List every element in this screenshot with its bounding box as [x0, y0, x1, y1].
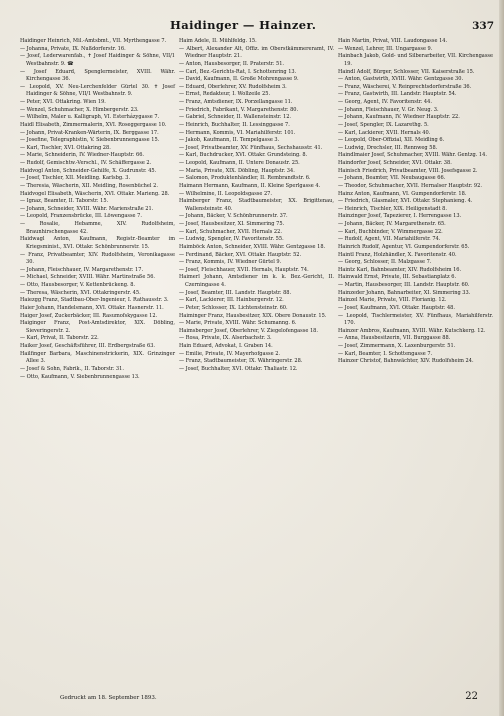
directory-entry: — Theresia, Wäscherin, XII. Meidling, Rosenbüchel 2. [20, 182, 158, 189]
directory-entry: Hainzinger Josef, Tapezierer, I. Herrengasse 13. [338, 213, 462, 220]
directory-entry: — Rudolf, Agent, VII. Mariahilferstr. 74. [338, 236, 441, 243]
directory-entry: — Wilhelm, Maler u. Kalligraph, VI. Esterházygasse 7. [20, 114, 160, 121]
directory-entry: — Michael, Schneider, XVIII. Währ. Martinstraße 56. [20, 274, 156, 281]
directory-entry: Haimberger Franz, Stadtbaumeister, XX. Brigittenau, Wallensteinstr. 40. [179, 198, 334, 212]
directory-entry: — Wenzel, Lehrer, III. Ungargasse 9. [338, 45, 433, 52]
directory-entry: Hainzeder Johann, Bahnarbeiter, XI. Simmering 33. [338, 289, 471, 296]
directory-entry: — Rudolf, Gemischtw.-Verschl., IV. Schäffergasse 2. [20, 160, 152, 166]
page-number: 337 [472, 20, 494, 32]
directory-entry: Haiminger Franz, Hausbesitzer, XIX. Obere Donaustr. 15. [179, 312, 327, 319]
directory-entry: — Ferdinand, Bäcker, XVI. Ottakr. Hauptstr. 52. [179, 251, 302, 258]
column-left [20, 38, 175, 381]
directory-entry: — Leopold, Franzensbrücke, III. Löwengasse 7. [20, 213, 142, 220]
directory-entry: — Franz, Amtsdiener, IX. Porzellangasse 11. [179, 99, 293, 105]
directory-entry: — Otto, Hausbesorger, V. Kettenbrückeng. 8. [20, 282, 136, 288]
directory-entry: Haintz Karl, Bahnbeamter, XIV. Rudolfsheim 16. [338, 266, 462, 273]
directory-entry: — Friedrich, Glasmaler, XVI. Ottakr. Stephanieng. 4. [338, 198, 473, 205]
directory-entry: — Martin, Hausbesorger, III. Landstr. Hauptstr. 60. [338, 282, 470, 288]
directory-entry: — Albert, Alexander Alt, Offiz. im Oberstkämmereramt, IV. Wiedner Hauptstr. 21. [179, 45, 334, 60]
directory-entry: — Peter, Schlosser, IX. Lichtensteinstr. 60. [179, 304, 288, 311]
running-title: Haidinger — Hainzer. [170, 18, 317, 32]
directory-entry: Haiezgg Franz, Stadtbau-Ober-Ingenieur, I. Rathausstr. 3. [20, 297, 169, 304]
directory-entry: Haidl Elisabeth, Zimmermalerin, XVI. Roseggergasse 10. [20, 121, 167, 128]
directory-entry: — Josef, Hausbesitzer, XI. Simmering 75. [179, 221, 285, 227]
directory-entry: — Marie, Private, XVIII. Währ. Schumanng. 6. [179, 320, 297, 327]
directory-entry: Hainisch Friedrich, Privatbeamter, VIII. Josefsgasse 2. [338, 167, 478, 174]
directory-entry: Haindlmaier Josef, Schuhmacher, XVIII. Währ. Gentzg. 14. [338, 152, 487, 159]
directory-entry: Haidinger Heinrich, Mil.-Amtsbmt., VII. Myrthengasse 7. [20, 38, 167, 44]
directory-entry: — Josef & Sohn, Fabrik., II. Taborstr. 31. [20, 365, 124, 372]
directory-entry: — Theodor, Schuhmacher, XVII. Hernalser Hauptstr. 92. [338, 182, 482, 189]
directory-entry: — Jakob, Kaufmann, II. Tempelgasse 3. [179, 137, 280, 144]
directory-entry: Haiker Josef, Geschäftsführer, III. Erdbergstraße 63. [20, 343, 156, 349]
directory-entry: — Franz, Gastwirth, III. Landstr. Hauptstr. 54. [338, 91, 457, 98]
directory-entry: — Josefine, Telegraphistin, V. Siebenbrunnengasse 15. [20, 137, 160, 144]
directory-entry: — Georg, Schlosser, II. Malzgasse 7. [338, 259, 432, 266]
directory-entry: Hain Martin, Privat, VIII. Laudongasse 14. [338, 38, 448, 44]
directory-entry: — Carl, Bez.-Gerichts-Rat, I. Schottenring 13. [179, 68, 297, 75]
column-middle [179, 38, 334, 381]
directory-columns [20, 38, 494, 381]
page-header [20, 18, 494, 34]
directory-entry: Haimböck Anton, Schneider, XVIII. Währ. Gentzgasse 18. [179, 243, 326, 250]
directory-entry: — Otto, Kaufmann, V. Siebenbrunnengasse 13. [20, 373, 140, 380]
directory-entry: — Josef, Lederwarenfab., ✝ Josef Haidinger & Söhne, VII/1 Westbahnstr. 9. ☎ [20, 53, 175, 67]
directory-entry: — Ignaz, Beamter, II. Taborstr. 15. [20, 198, 109, 205]
directory-entry: — Wenzel, Schuhmacher, X. Himbergerstr. 23. [20, 106, 139, 113]
directory-entry: — Josef, Zimmermann, X. Laxenburgerstr. 51. [338, 343, 456, 349]
directory-entry: — Franz, Privatbeamter, XIV. Rudolfsheim, Veronikagasse 30. [20, 251, 175, 266]
directory-entry: — Hermann, Kommis, VI. Mariahilferstr. 101. [179, 129, 296, 136]
directory-entry: — Johann, Privat-Kranken-Wärterin, IX. Berggasse 17. [20, 129, 159, 136]
print-date-note: Gedruckt am 18. September 1893. [60, 695, 157, 701]
book-spine-shadow [499, 0, 504, 716]
directory-entry: Haidvogl Anton, Schneider-Gehilfe, X. Gudrunstr. 45. [20, 167, 157, 174]
directory-entry: Hainwald Ernst, Private, III. Sebastianplatz 6. [338, 274, 457, 281]
directory-entry: — Josef, Tischler, XII. Meidling. Karlsbg. 3. [20, 175, 131, 182]
directory-entry: Haindl Adolf, Bürger, Schlosser, VII. Kaiserstraße 15. [338, 68, 475, 75]
directory-entry: — Karl, Privat, II. Taborstr. 22. [20, 335, 99, 342]
directory-entry: Haimann Hermann, Kaufmann, II. Kleine Sperlgasse 4. [179, 182, 321, 189]
directory-entry: — Leopold, Tischlermeister, XV. Fünfhaus, Mariahilferstr. 170. [338, 312, 493, 327]
directory-entry: — Eduard, Oberlehrer, XV. Rudolfsheim 3. [179, 83, 287, 90]
directory-entry: — Franz, Kommis, IV. Wiedner Gürtel 9. [179, 259, 282, 266]
directory-entry: — Johann, Bäcker, IV. Margarethenstr. 65. [338, 221, 446, 227]
directory-entry: — Emilie, Private, IV. Mayerhofgasse 2. [179, 350, 281, 357]
directory-entry: — Johann, Fleischhauer, V. Gr. Neug. 3. [338, 106, 439, 113]
directory-entry: Haiger Josef, Zuckerbäcker, III. Rasumofskygasse 12. [20, 312, 158, 319]
directory-entry: Hainzer Ambros, Kaufmann, XVIII. Währ. Kutschkerg. 12. [338, 327, 486, 334]
directory-entry: — Friedrich, Fabrikant, V. Margarethenstr. 80. [179, 106, 299, 113]
directory-entry: Hainbach Jakob, Gold- und Silberarbeiter, VII. Kirchengasse 19. [338, 53, 493, 67]
directory-entry: — Gabriel, Schneider, II. Wallensteinstr. 12. [179, 114, 292, 121]
directory-entry: — Leopold, Ober-Offizial, XII. Meidling 6. [338, 137, 445, 144]
directory-entry: — Karl, Beamter, I. Schottengasse 7. [338, 350, 433, 357]
directory-entry: — Georg, Agent, IV. Favoritenstr. 44. [338, 99, 432, 105]
directory-entry: — Josef, Beamter, III. Landstr. Hauptstr. 88. [179, 289, 292, 296]
directory-entry: — Leopold, Kaufmann, II. Untere Donaustr. 25. [179, 160, 300, 166]
directory-entry: — Karl, Lackierer, III. Hainburgerstr. 12. [179, 297, 284, 304]
column-right [338, 38, 493, 381]
directory-entry: — Johann, Bäcker, V. Schönbrunnerstr. 37. [179, 213, 288, 220]
directory-entry: — Josef, Fleischhauer, XVII. Hernals, Hauptstr. 74. [179, 266, 309, 273]
directory-entry: — Maria, Private, XIX. Döbling, Hauptstr. 34. [179, 167, 295, 174]
directory-entry: Haimsberger Josef, Oberlehrer, V. Ziegelofengasse 18. [179, 327, 318, 334]
directory-entry: — Salomon, Produktenhändler, II. Rembrandtstr. 6. [179, 175, 311, 182]
directory-entry: — Heinrich, Buchhalter, II. Lessinggasse 7. [179, 121, 290, 128]
directory-entry: — Leopold, XV. Neu-Lerchenfelder Gürtel 30. ✝ Josef Haidinger & Söhne, VII/1 Westbahnstr. 9. [20, 83, 175, 98]
directory-entry: — Theresa, Wäscherin, XVI. Ottakringerstr. 45. [20, 289, 141, 296]
directory-entry: Hainzer Christof, Bahnwächter, XIV. Rudolfsheim 24. [338, 358, 474, 365]
directory-entry: Hainz Anton, Kaufmann, VI. Gumpendorferstr. 18. [338, 190, 467, 197]
directory-entry: — Johann, Fleischhauer, IV. Margarethenstr. 17. [20, 266, 144, 273]
directory-entry: — Karl, Lackierer, XVII. Hernals 40. [338, 129, 431, 136]
directory-entry: — Josef, Spengler, IX. Lazarethg. 5. [338, 121, 429, 128]
directory-entry: — Karl, Schuhmacher, XVII. Hernals 22. [179, 228, 282, 235]
directory-entry: — Josef, Privatbeamter, XV. Fünfhaus, Sechshausstr. 41. [179, 144, 323, 151]
directory-entry: — David, Kaufmann, II. Große Mohrengasse 9. [179, 76, 299, 83]
directory-entry: Hainzel Marie, Private, VIII. Florianig. 12. [338, 297, 447, 304]
directory-entry: Haidwagl Anton, Kaufmann, Registr.-Beamter im Kriegsminist., XVI. Ottakr. Schönbrunnerstr. 15. [20, 236, 175, 250]
directory-entry: — Anna, Hausbesitzerin, VII. Burggasse 88. [338, 335, 451, 342]
directory-entry: — Rosalie, Hebamme, XIV. Rudolfsheim, Braunhirschengasse 42. [20, 221, 175, 235]
directory-entry: — Karl, Buchbinder, V. Wimmergasse 22. [338, 228, 443, 235]
directory-entry: Haim Adele, II. Mühlfeldg. 15. [179, 38, 257, 44]
directory-entry: — Peter, XVI. Ottakring. Wien 19. [20, 99, 106, 105]
directory-entry: — Josef, Buchhalter, XVI. Ottakr. Thaliastr. 12. [179, 365, 298, 372]
directory-entry: — Wilhelmine, II. Leopoldsgasse 27. [179, 190, 272, 197]
directory-entry: — Heinrich, Tischler, XIX. Heiligenstadt 8. [338, 205, 447, 212]
directory-entry: — Anton, Hausbesorger, II. Praterstr. 51. [179, 60, 285, 67]
directory-entry: Hainrich Rudolf, Agentur, VI. Gumpendorferstr. 65. [338, 243, 470, 250]
directory-entry: Haimerl Johann, Amtsdiener im k. k. Bez.-Gericht, II. Czerningasse 4. [179, 274, 334, 288]
directory-entry: Haidvogel Elisabeth, Wäscherin, XVI. Ottakr. Marieng. 28. [20, 190, 170, 197]
page-footer [20, 691, 494, 702]
directory-entry: — Johann, Schneider, XVIII. Währ. Marienstraße 21. [20, 205, 154, 212]
directory-entry: Hailfinger Barbara, Maschinenstrickerin, XIX. Grinzinger Allee 3. [20, 350, 175, 365]
directory-entry: Haier Johann, Handelsmann, XVI. Ottakr. Hasnerstr. 11. [20, 304, 164, 311]
sheet-number: 22 [465, 691, 478, 702]
directory-entry: — Josef Eduard, Spenglermeister, XVIII. Währ. Kirchengasse 36. [20, 68, 175, 83]
directory-entry: Hain Eduard, Advokat, I. Graben 14. [179, 343, 273, 349]
directory-entry: — Rosa, Private, IX. Alserbachstr. 3. [179, 335, 272, 342]
directory-entry: Haindorfer Josef, Schneider, XVI. Ottakr. 38. [338, 160, 452, 166]
directory-entry: — Karl, Tischler, XVI. Ottakring 28. [20, 144, 111, 151]
directory-entry: — Karl, Buchdrucker, XVI. Ottakr. Grundsteing. 8. [179, 152, 308, 159]
directory-entry: — Johann, Kaufmann, IV. Wiedner Hauptstr. 22. [338, 114, 460, 121]
directory-entry: — Ludwig, Drechsler, III. Rennweg 58. [338, 144, 438, 151]
directory-entry: — Anton, Gastwirth, XVIII. Währ. Gentzgasse 30. [338, 76, 464, 83]
directory-entry: Haintl Franz, Holzhändler, X. Favoritenstr. 40. [338, 251, 457, 258]
directory-entry: — Johann, Beamter, VII. Neubaugasse 66. [338, 175, 446, 182]
directory-entry: — Marie, Schneiderin, IV. Wiedner-Hauptstr. 66. [20, 152, 145, 159]
directory-entry: — Josef, Kaufmann, XVI. Ottakr. Hauptstr. 48. [338, 304, 455, 311]
directory-entry: — Ernst, Redakteur, I. Wollzeile 25. [179, 91, 271, 98]
directory-entry: Haiginger Franz, Post-Amtsdirektor, XIX. Döbling, Sieveringerstr. 2. [20, 320, 175, 334]
directory-entry: — Franz, Wäscherei, V. Reinprechtsdorferstraße 36. [338, 83, 472, 90]
directory-entry: — Franz, Stadtbaumeister, IX. Währingerstr. 28. [179, 358, 303, 365]
directory-entry: — Ludwig, Spengler, IV. Favoritenstr. 55. [179, 236, 284, 243]
directory-entry: — Johanna, Private, IX. Nußdorferstr. 16. [20, 45, 126, 52]
